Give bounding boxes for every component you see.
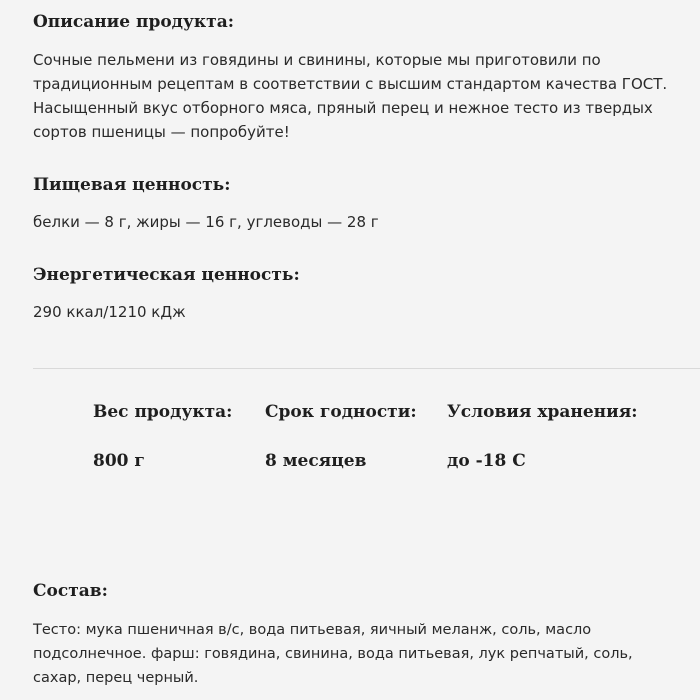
product-specs xyxy=(0,401,700,481)
spec-weight-label: Вес продукта: xyxy=(93,402,233,422)
nutrition-text: белки — 8 г, жиры — 16 г, углеводы — 28 г xyxy=(33,213,379,231)
spec-shelf-life xyxy=(265,401,417,472)
spec-storage xyxy=(447,401,638,472)
spec-weight-value: 800 г xyxy=(93,451,145,471)
composition-heading: Состав: xyxy=(33,581,108,601)
spec-shelf-life-label: Срок годности: xyxy=(265,402,417,422)
spec-storage-value: до -18 С xyxy=(447,451,526,471)
description-heading: Описание продукта: xyxy=(33,12,234,32)
spec-weight xyxy=(93,401,232,472)
spec-shelf-life-value: 8 месяцев xyxy=(265,451,367,471)
description-text: Сочные пельмени из говядины и свинины, которые мы приготовили по традиционным рецептам в соответствии с высшим стандартом качества ГОСТ. Насыщенный вкус отборного мяса, пряный перец и нежное тесто из твердых сортов пшеницы — попробуйте! xyxy=(33,51,668,141)
section-divider xyxy=(33,368,700,369)
composition-text: Тесто: мука пшеничная в/с, вода питьевая, яичный меланж, соль, масло подсолнечное. фарш: говядина, свинина, вода питьевая, лук репчатый, соль, сахар, перец черный. xyxy=(33,622,633,686)
nutrition-heading: Пищевая ценность: xyxy=(33,175,231,195)
energy-text: 290 ккал/1210 кДж xyxy=(33,303,186,321)
spec-storage-label: Условия хранения: xyxy=(447,402,638,422)
energy-heading: Энергетическая ценность: xyxy=(33,265,300,285)
